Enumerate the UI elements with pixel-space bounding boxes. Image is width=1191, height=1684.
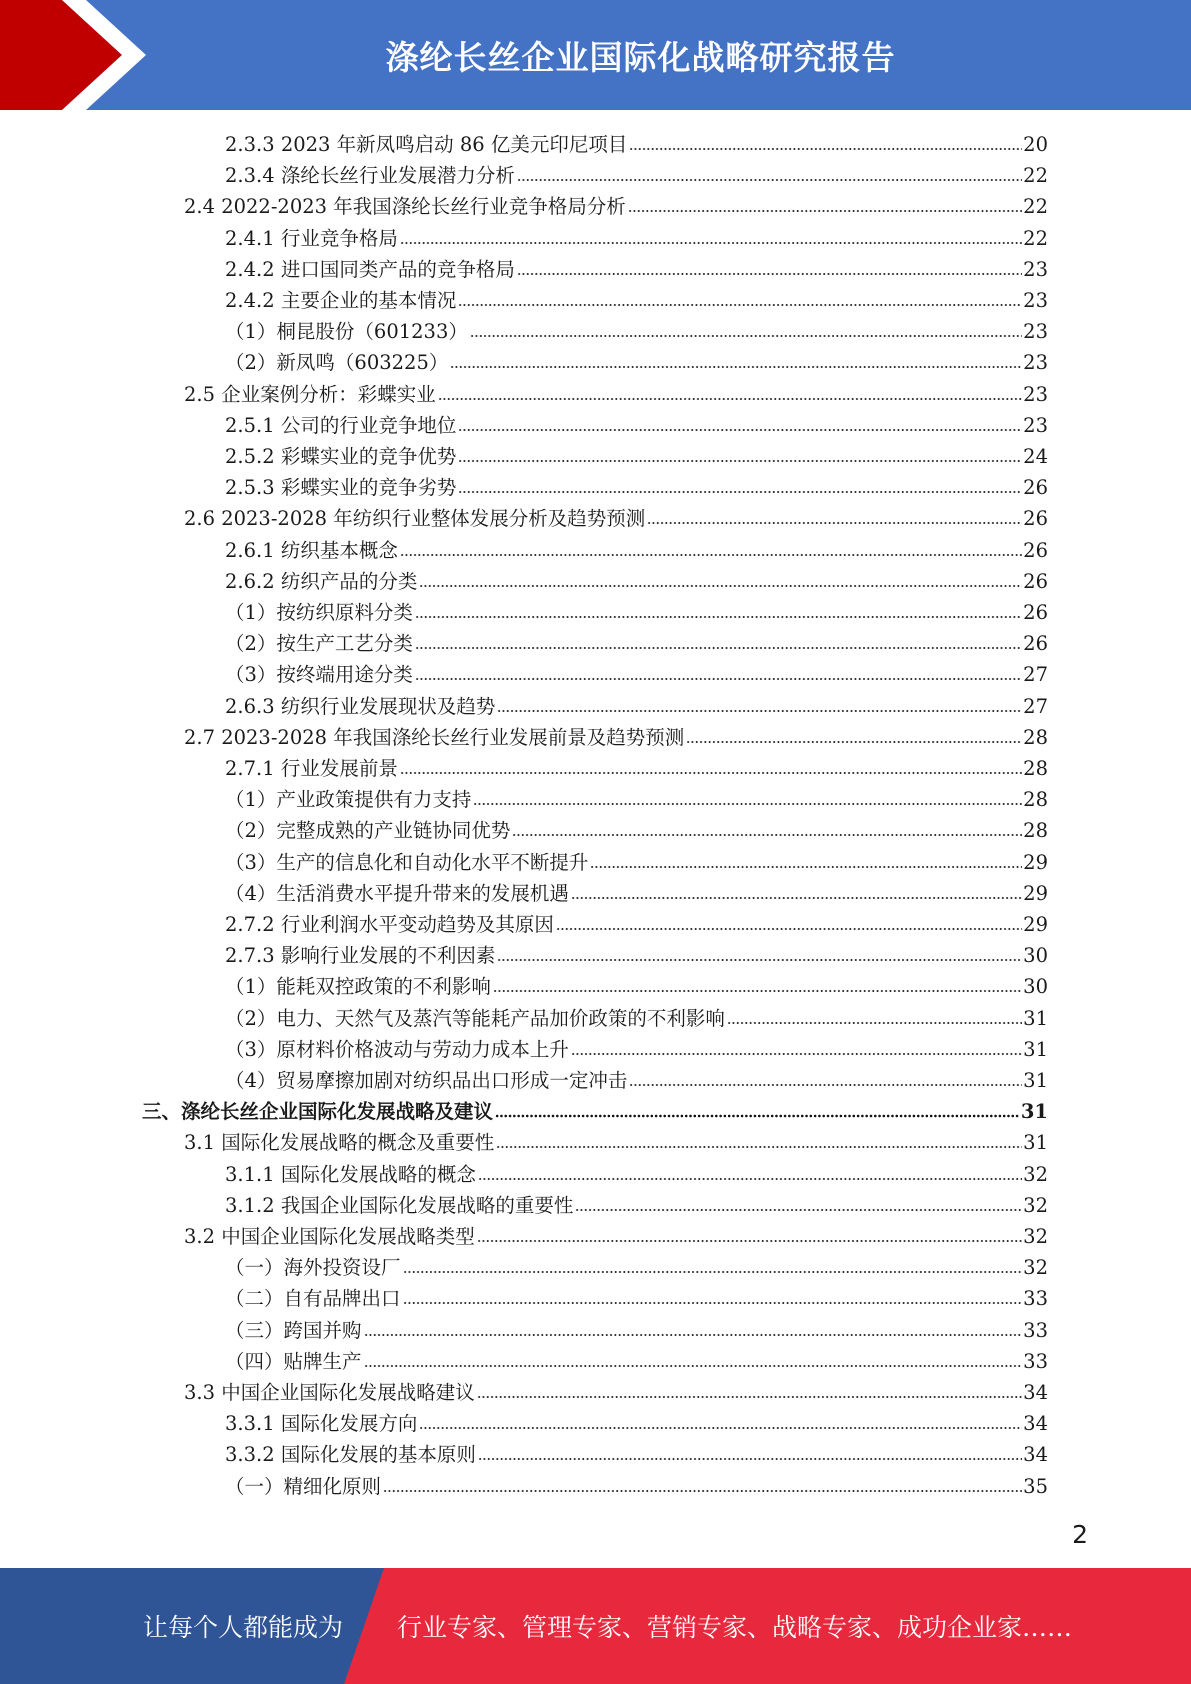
toc-entry[interactable] — [184, 501, 1048, 532]
toc-dot-leader — [517, 271, 1022, 277]
toc-entry-page: 22 — [1023, 195, 1048, 219]
toc-dot-leader — [450, 364, 1022, 370]
toc-entry-label: 3.3.2 国际化发展的基本原则 — [225, 1443, 476, 1467]
toc-entry[interactable] — [184, 1125, 1048, 1156]
toc-entry[interactable] — [225, 657, 1048, 688]
toc-entry-label: （3）原材料价格波动与劳动力成本上升 — [225, 1037, 569, 1061]
toc-entry-label: 2.4.2 主要企业的基本情况 — [225, 289, 457, 312]
toc-entry-page: 23 — [1023, 351, 1048, 375]
toc-entry-page: 33 — [1023, 1287, 1048, 1311]
toc-entry-page: 34 — [1023, 1443, 1048, 1467]
toc-entry-label: （3）生产的信息化和自动化水平不断提升 — [225, 850, 589, 874]
toc-entry-page: 32 — [1023, 1256, 1048, 1280]
toc-entry[interactable] — [225, 1001, 1048, 1032]
toc-entry[interactable] — [225, 1188, 1048, 1219]
toc-entry[interactable] — [225, 439, 1048, 470]
toc-dot-leader — [364, 1332, 1023, 1338]
toc-entry-page: 23 — [1023, 413, 1048, 437]
toc-entry-label: （1）能耗双控政策的不利影响 — [225, 975, 491, 999]
toc-entry-page: 34 — [1023, 1381, 1048, 1404]
toc-entry[interactable] — [225, 158, 1048, 189]
toc-entry-page: 24 — [1023, 445, 1048, 468]
toc-entry-page: 23 — [1023, 289, 1048, 312]
toc-entry-label: 2.5.1 公司的行业竞争地位 — [225, 413, 457, 437]
toc-dot-leader — [571, 895, 1022, 901]
toc-entry[interactable] — [184, 377, 1048, 408]
toc-entry-label: 3.3.1 国际化发展方向 — [225, 1412, 418, 1436]
toc-entry-label: （三）跨国并购 — [225, 1318, 362, 1342]
toc-entry-label: 2.4 2022-2023 年我国涤纶长丝行业竞争格局分析 — [184, 195, 626, 219]
toc-entry-page: 28 — [1023, 757, 1048, 780]
toc-entry[interactable] — [225, 564, 1048, 595]
toc-entry[interactable] — [225, 595, 1048, 626]
toc-entry[interactable] — [184, 720, 1048, 751]
toc-entry-label: 2.6.3 纺织行业发展现状及趋势 — [225, 694, 496, 718]
toc-entry-page: 30 — [1023, 944, 1048, 968]
toc-entry-label: （一）海外投资设厂 — [225, 1256, 401, 1280]
toc-entry-label: 3.3 中国企业国际化发展战略建议 — [184, 1381, 475, 1404]
toc-dot-leader — [473, 801, 1022, 807]
toc-entry-label: 2.5.3 彩蝶实业的竞争劣势 — [225, 476, 457, 500]
toc-entry-page: 27 — [1023, 663, 1048, 687]
toc-entry-page: 22 — [1023, 164, 1048, 188]
toc-entry[interactable] — [184, 1219, 1048, 1250]
toc-entry-label: （2）完整成熟的产业链协同优势 — [225, 819, 511, 843]
toc-entry-label: （2）按生产工艺分类 — [225, 632, 413, 656]
toc-entry[interactable] — [184, 189, 1048, 220]
toc-entry-label: 2.4.1 行业竞争格局 — [225, 226, 398, 250]
toc-entry-page: 33 — [1023, 1349, 1048, 1373]
toc-dot-leader — [727, 1020, 1022, 1026]
toc-entry-label: 2.4.2 进口国同类产品的竞争格局 — [225, 257, 515, 281]
toc-entry-label: 3.1.1 国际化发展战略的概念 — [225, 1162, 476, 1186]
toc-dot-leader — [556, 926, 1022, 932]
toc-entry-page: 31 — [1020, 1100, 1048, 1124]
toc-entry-label: 3.1.2 我国企业国际化发展战略的重要性 — [225, 1193, 574, 1217]
toc-dot-leader — [590, 864, 1022, 870]
toc-entry-label: （1）按纺织原料分类 — [225, 601, 413, 624]
toc-dot-leader — [512, 832, 1022, 838]
toc-entry-page: 34 — [1023, 1412, 1048, 1436]
footer-banner — [0, 1568, 1191, 1684]
toc-entry-page: 31 — [1023, 1131, 1048, 1155]
toc-dot-leader — [419, 1425, 1022, 1431]
toc-entry-label: （四）贴牌生产 — [225, 1349, 362, 1373]
toc-entry[interactable] — [225, 345, 1048, 376]
toc-entry-page: 26 — [1023, 632, 1048, 656]
toc-entry-page: 22 — [1023, 226, 1048, 250]
toc-entry-page: 31 — [1023, 1069, 1048, 1092]
toc-entry[interactable] — [225, 845, 1048, 876]
toc-entry-page: 28 — [1023, 819, 1048, 843]
toc-entry[interactable] — [225, 969, 1048, 1000]
toc-entry-label: 2.7.3 影响行业发展的不利因素 — [225, 944, 496, 968]
toc-entry-label: 2.5 企业案例分析：彩蝶实业 — [184, 382, 436, 406]
toc-dot-leader — [403, 1269, 1023, 1275]
toc-entry[interactable] — [225, 221, 1048, 252]
toc-entry[interactable] — [225, 1063, 1048, 1094]
toc-dot-leader — [458, 302, 1022, 308]
toc-entry[interactable] — [225, 907, 1048, 938]
toc-dot-leader — [686, 739, 1022, 745]
toc-entry[interactable] — [225, 813, 1048, 844]
toc-entry[interactable] — [225, 1469, 1048, 1500]
toc-entry[interactable] — [225, 782, 1048, 813]
toc-entry-page: 26 — [1023, 538, 1048, 562]
toc-dot-leader — [571, 1051, 1022, 1057]
toc-dot-leader — [419, 583, 1022, 589]
toc-entry[interactable] — [225, 1250, 1048, 1281]
toc-entry[interactable] — [184, 1375, 1048, 1406]
toc-entry-label: 2.7.1 行业发展前景 — [225, 757, 398, 780]
toc-dot-leader — [477, 1238, 1022, 1244]
toc-entry[interactable] — [225, 1281, 1048, 1312]
toc-entry-label: 3.1 国际化发展战略的概念及重要性 — [184, 1131, 495, 1155]
toc-entry-page: 28 — [1023, 725, 1048, 749]
toc-dot-leader — [415, 614, 1022, 620]
toc-entry-page: 23 — [1023, 257, 1048, 281]
toc-entry-page: 26 — [1023, 601, 1048, 624]
toc-entry-page: 32 — [1023, 1162, 1048, 1186]
toc-entry-page: 23 — [1023, 382, 1048, 406]
toc-entry[interactable] — [225, 1032, 1048, 1063]
toc-entry-page: 26 — [1023, 507, 1048, 531]
toc-dot-leader — [458, 489, 1022, 495]
toc-entry-page: 28 — [1023, 788, 1048, 812]
toc-entry[interactable] — [225, 1437, 1048, 1468]
toc-entry-page: 20 — [1023, 133, 1048, 156]
toc-entry-page: 27 — [1023, 694, 1048, 718]
report-header-banner — [0, 0, 1191, 110]
report-title: 涤纶长丝企业国际化战略研究报告 — [385, 37, 896, 77]
toc-entry[interactable] — [225, 470, 1048, 501]
toc-entry-label: （4）贸易摩擦加剧对纺织品出口形成一定冲击 — [225, 1069, 628, 1092]
toc-dot-leader — [493, 988, 1022, 994]
toc-entry-page: 29 — [1023, 881, 1048, 905]
toc-entry-label: 2.7 2023-2028 年我国涤纶长丝行业发展前景及趋势预测 — [184, 725, 685, 749]
toc-dot-leader — [497, 708, 1022, 714]
toc-entry-label: （1）产业政策提供有力支持 — [225, 788, 472, 812]
toc-dot-leader — [470, 333, 1022, 339]
toc-dot-leader — [647, 520, 1022, 526]
toc-entry[interactable] — [225, 127, 1048, 158]
toc-entry[interactable] — [225, 533, 1048, 564]
toc-dot-leader — [383, 1488, 1022, 1494]
toc-dot-leader — [403, 1300, 1023, 1306]
toc-entry-page: 31 — [1023, 1037, 1048, 1061]
toc-dot-leader — [415, 645, 1022, 651]
toc-dot-leader — [458, 458, 1022, 464]
toc-entry[interactable] — [225, 408, 1048, 439]
toc-dot-leader — [497, 957, 1022, 963]
toc-entry-page: 33 — [1023, 1318, 1048, 1342]
toc-entry-label: 三、涤纶长丝企业国际化发展战略及建议 — [142, 1100, 494, 1124]
toc-entry[interactable] — [225, 314, 1048, 345]
toc-dot-leader — [477, 1394, 1022, 1400]
toc-entry-page: 29 — [1023, 850, 1048, 874]
toc-entry-page: 23 — [1023, 320, 1048, 344]
toc-entry-label: （一）精细化原则 — [225, 1474, 382, 1498]
toc-entry-label: （2）新凤鸣（603225） — [225, 351, 449, 375]
toc-entry-label: 3.2 中国企业国际化发展战略类型 — [184, 1225, 475, 1248]
toc-entry-page: 26 — [1023, 569, 1048, 593]
toc-entry[interactable] — [225, 1157, 1048, 1188]
toc-entry[interactable] — [142, 1094, 1048, 1125]
toc-entry-label: （4）生活消费水平提升带来的发展机遇 — [225, 881, 569, 905]
toc-entry-label: 2.3.4 涤纶长丝行业发展潜力分析 — [225, 164, 515, 188]
toc-entry-page: 26 — [1023, 476, 1048, 500]
toc-dot-leader — [364, 1363, 1023, 1369]
toc-entry-label: （1）桐昆股份（601233） — [225, 320, 468, 344]
toc-entry[interactable] — [225, 626, 1048, 657]
toc-entry-label: 2.6 2023-2028 年纺织行业整体发展分析及趋势预测 — [184, 507, 646, 531]
toc-entry[interactable] — [225, 283, 1048, 314]
toc-entry-page: 31 — [1023, 1006, 1048, 1030]
toc-entry-page: 29 — [1023, 913, 1048, 936]
toc-dot-leader — [628, 208, 1022, 214]
toc-entry-label: 2.3.3 2023 年新凤鸣启动 86 亿美元印尼项目 — [225, 133, 628, 156]
toc-entry[interactable] — [225, 938, 1048, 969]
toc-entry[interactable] — [225, 1344, 1048, 1375]
toc-dot-leader — [629, 146, 1022, 152]
footer-slogan-left: 让每个人都能成为 — [143, 1613, 344, 1642]
toc-dot-leader — [495, 1113, 1020, 1119]
toc-dot-leader — [400, 552, 1022, 558]
toc-dot-leader — [458, 427, 1022, 433]
toc-dot-leader — [517, 177, 1022, 183]
toc-entry[interactable] — [225, 689, 1048, 720]
toc-dot-leader — [415, 676, 1022, 682]
toc-entry[interactable] — [225, 751, 1048, 782]
toc-dot-leader — [438, 396, 1022, 402]
toc-entry[interactable] — [225, 1406, 1048, 1437]
toc-entry-label: （2）电力、天然气及蒸汽等能耗产品加价政策的不利影响 — [225, 1006, 725, 1030]
toc-dot-leader — [400, 770, 1022, 776]
toc-entry-label: 2.5.2 彩蝶实业的竞争优势 — [225, 445, 457, 468]
toc-entry-page: 32 — [1023, 1193, 1048, 1217]
toc-dot-leader — [478, 1176, 1022, 1182]
toc-entry-label: 2.6.1 纺织基本概念 — [225, 538, 398, 562]
toc-dot-leader — [575, 1207, 1022, 1213]
toc-entry-label: 2.7.2 行业利润水平变动趋势及其原因 — [225, 913, 554, 936]
toc-dot-leader — [478, 1456, 1022, 1462]
toc-dot-leader — [496, 1144, 1022, 1150]
toc-dot-leader — [629, 1082, 1022, 1088]
footer-slogan-right: 行业专家、管理专家、营销专家、战略专家、成功企业家…… — [397, 1613, 1073, 1642]
toc-entry-label: 2.6.2 纺织产品的分类 — [225, 569, 418, 593]
toc-entry-label: （3）按终端用途分类 — [225, 663, 413, 687]
toc-entry[interactable] — [225, 1313, 1048, 1344]
toc-dot-leader — [400, 240, 1022, 246]
toc-entry[interactable] — [225, 252, 1048, 283]
toc-entry[interactable] — [225, 876, 1048, 907]
toc-entry-page: 32 — [1023, 1225, 1048, 1248]
page-number: 2 — [1072, 1520, 1088, 1549]
toc-entry-page: 30 — [1023, 975, 1048, 999]
toc-entry-page: 35 — [1023, 1474, 1048, 1498]
toc-entry-label: （二）自有品牌出口 — [225, 1287, 401, 1311]
